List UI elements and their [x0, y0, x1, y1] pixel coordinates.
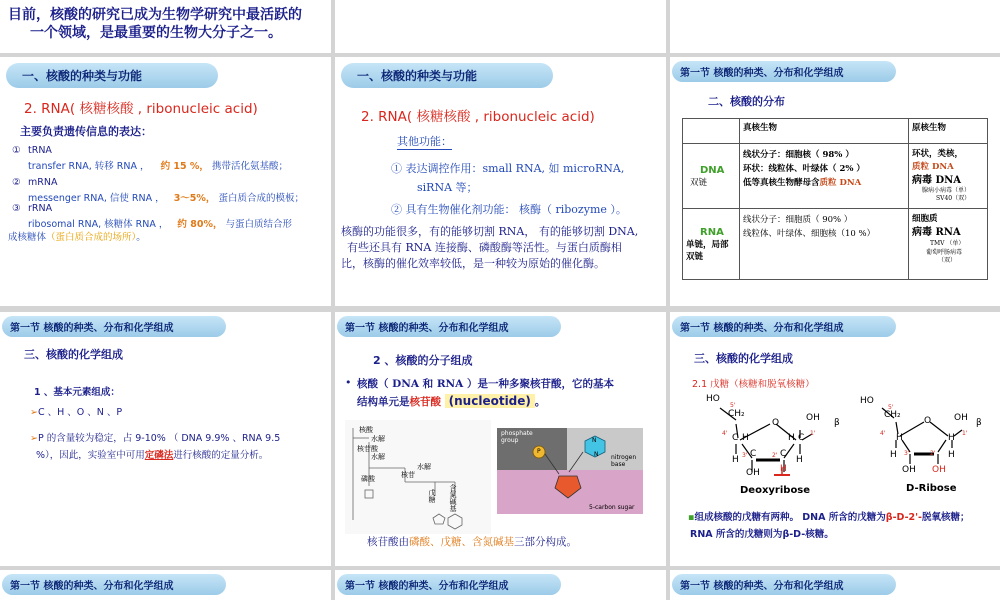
caption-b: 磷酸、戊糖、含氮碱基 [409, 536, 514, 548]
dna-eu-line2: 环状：线粒体、叶绿体（ 2% ） [743, 164, 865, 174]
slide-4[interactable] [0, 57, 331, 306]
item-line-1 [28, 158, 288, 172]
bullet-icon: • [345, 376, 352, 389]
slide-11[interactable] [335, 570, 666, 600]
label-n1: N [592, 437, 597, 444]
dna-pro-line2: 质粒 DNA [912, 162, 954, 172]
deoxy-5prime: 5' [730, 402, 736, 409]
item-num-3: ③ [12, 203, 21, 214]
deoxy-h1: H [788, 433, 795, 443]
rna-pro-line3: TMV （单） [930, 240, 965, 247]
section-subtitle: 三、核酸的化学组成 [24, 348, 123, 361]
caption-c: 三部分构成。 [514, 536, 577, 548]
paragraph-line1: 核酶的功能很多，有的能够切割 RNA， 有的能够切割 DNA, [341, 225, 639, 238]
label-n2: N [594, 451, 599, 458]
deoxy-ho: HO [706, 394, 720, 404]
item-num-1: ① [12, 145, 21, 156]
rna-eukaryote-cell [740, 209, 909, 280]
deoxy-o: O [772, 418, 780, 428]
rna-eu-line2: 线粒体、叶绿体、细胞核（10 %） [743, 229, 876, 239]
section-pill: 一、核酸的种类与功能 [341, 63, 553, 88]
section-header-pill: 第一节 核酸的种类、分布和化学组成 [672, 61, 896, 82]
rna-prokaryote-cell [909, 209, 988, 280]
slide-title: 2. RNA( 核糖核酸 , ribonucleic acid) [361, 109, 595, 125]
label-nitrogen-base: nitrogen base [611, 454, 637, 468]
ribose-beta: β [976, 418, 982, 428]
deoxyribose-label: Deoxyribose [740, 485, 811, 496]
other-functions-label: 其他功能： [397, 135, 452, 148]
ribose-label: D-Ribose [906, 483, 957, 494]
slide-2[interactable] [335, 0, 666, 53]
slide-1-text-line1: 目前，核酸的研究已成为生物学研究中最活跃的 [8, 7, 302, 23]
bullet-line-b [357, 394, 545, 409]
slide-10[interactable] [0, 570, 331, 600]
tree-nitrogen-base: 含氮碱基 [449, 484, 457, 512]
row-rna-label [683, 209, 740, 280]
green-bullet-icon: ▪ [688, 512, 695, 523]
label-5-carbon-sugar: 5-carbon sugar [589, 504, 635, 511]
last-line-b: （蛋白质合成的场所） [46, 232, 137, 243]
deoxyribose-structure [700, 394, 830, 492]
ribose-o: O [924, 416, 932, 426]
tree-nucleoside: 核苷 [401, 471, 415, 479]
function-1b: siRNA 等； [417, 181, 478, 194]
col-prokaryote-label: 原核生物 [912, 123, 947, 133]
slide-subtitle: 主要负责遗传信息的表达： [20, 125, 152, 138]
deoxy-c1: C [798, 433, 805, 443]
dna-pro-line5: SV40（双） [936, 195, 971, 202]
deoxy-oh1: OH [806, 413, 820, 423]
bullet-b-end: 。 [534, 396, 546, 408]
item-pct-2: 3～5%， [173, 193, 216, 204]
dna-eu-line1: 线状分子：细胞核（ 98% ） [743, 150, 854, 160]
deoxy-ch2: CH₂ [728, 409, 745, 419]
tree-hydrolysis-3: 水解 [417, 463, 431, 471]
label-p: P [537, 448, 541, 455]
section-header-pill: 第一节 核酸的种类、分布和化学组成 [337, 574, 561, 595]
item-desc-2: messenger RNA, 信使 RNA ， [28, 193, 165, 204]
heading-elements: 1 、基本元素组成： [34, 387, 120, 398]
tree-phosphate: 磷酸 [361, 475, 375, 483]
dna-pro-line3: 病毒 DNA [912, 175, 962, 186]
ribose-h1: H [948, 433, 955, 443]
rna-sublabel1: 单链，局部 [686, 239, 729, 250]
item-func-3: 与蛋白质结合形 [225, 219, 293, 230]
bullet-b-english: (nucleotide) [445, 394, 535, 408]
ribose-h4b: H [890, 450, 897, 460]
dna-label: DNA [700, 164, 725, 176]
deoxy-beta: β [834, 418, 840, 428]
phosphorus-text-b1: %），因此，实验室中可用 [36, 450, 145, 461]
slide-9[interactable] [670, 312, 1000, 566]
item-line-4 [8, 229, 146, 243]
section-header-pill: 第一节 核酸的种类、分布和化学组成 [672, 316, 896, 337]
elements-text: C 、H 、O 、N 、P [37, 407, 123, 418]
item-desc-3: ribosomal RNA, 核糖体 RNA ， [28, 219, 169, 230]
ribose-h1b: H [948, 450, 955, 460]
summary-2a: RNA 所含的戊糖则为 [690, 529, 783, 540]
section-pill: 一、核酸的种类与功能 [6, 63, 218, 88]
item-line-3 [28, 216, 292, 230]
pentose-heading: 2.1 戊糖（核糖和脱氧核糖） [692, 379, 815, 390]
bullet-b-nucleotide: 核苷酸 [409, 396, 441, 408]
section-subtitle: 2 、核酸的分子组成 [373, 354, 473, 367]
tree-root: 核酸 [359, 426, 373, 434]
rna-pro-line4: 葡萄呼肠病毒 [926, 249, 963, 256]
item-func-2: 蛋白质合成的模板； [218, 193, 304, 204]
slide-12[interactable] [670, 570, 1000, 600]
ribose-oh2: OH [932, 465, 946, 475]
item-line-2 [28, 190, 304, 204]
deoxy-c4: C [732, 433, 739, 443]
deoxy-3prime: 3' [742, 452, 748, 459]
rna-label: RNA [700, 226, 724, 238]
dna-sublabel: 双链 [690, 177, 708, 188]
slide-1[interactable] [0, 0, 331, 53]
function-1a: ① 表达调控作用：small RNA, 如 microRNA, [391, 162, 625, 175]
row-dna-label [683, 144, 740, 209]
slide-title: 2. RNA( 核糖核酸 , ribonucleic acid) [24, 101, 258, 117]
rna-sublabel2: 双链 [686, 251, 704, 262]
ribose-oh3: OH [902, 465, 916, 475]
slide-1-text-line2: 一个领域，是最重要的生物大分子之一。 [30, 25, 282, 41]
ribose-3prime: 3' [904, 450, 910, 457]
section-header-pill: 第一节 核酸的种类、分布和化学组成 [2, 316, 226, 337]
summary-2b: β-D- [782, 529, 806, 540]
paragraph-line3: 比，核酶的催化效率较低，是一种较为原始的催化酶。 [341, 257, 605, 270]
summary-line2 [690, 526, 834, 540]
table-row-dna [683, 144, 988, 209]
section-subtitle: 三、核酸的化学组成 [694, 352, 793, 365]
item-name-3: rRNA [28, 203, 53, 214]
ribose-5prime: 5' [888, 404, 894, 411]
section-subtitle: 二、核酸的分布 [708, 95, 785, 108]
col-eukaryote-label: 真核生物 [743, 123, 778, 133]
dna-eu-line3 [743, 176, 905, 190]
summary-line1 [688, 509, 970, 523]
dna-pro-line1: 环状，类核， [912, 149, 964, 159]
ribose-structure [866, 394, 976, 482]
bullet-line-a: 核酸（ DNA 和 RNA ）是一种多聚核苷酸，它的基本 [357, 378, 614, 390]
deoxy-oh3: OH [746, 468, 760, 478]
table-header-row [683, 119, 988, 144]
phosphorus-line-b [36, 447, 268, 461]
dna-prokaryote-cell [909, 144, 988, 209]
phosphorus-text-b2: 定磷法 [144, 450, 174, 461]
deoxy-h2: H [780, 464, 787, 474]
paragraph-line2: 有些还具有 RNA 连接酶、磷酸酶等活性。与蛋白质酶相 [347, 241, 622, 254]
section-header-pill: 第一节 核酸的种类、分布和化学组成 [2, 574, 226, 595]
rna-eu-line1: 线状分子：细胞质（ 90% ） [743, 215, 853, 225]
slide-5[interactable] [335, 57, 666, 306]
dna-eu-line3a: 低等真核生物酵母含 [743, 178, 820, 188]
elements-line [30, 404, 122, 418]
slide-8[interactable] [335, 312, 666, 566]
tree-hydrolysis-1: 水解 [371, 435, 385, 443]
item-name-2: mRNA [28, 177, 58, 188]
caption-a: 核苷酸由 [367, 536, 409, 548]
item-pct-1: 约 15 %， [160, 161, 209, 172]
label-phosphate-group: phosphate group [501, 430, 533, 444]
ribose-4prime: 4' [880, 430, 886, 437]
deoxy-1prime: 1' [810, 430, 816, 437]
phosphorus-line-a [30, 430, 280, 444]
ribose-1prime: 1' [962, 430, 968, 437]
summary-1a: 组成核酸的戊糖有两种。 DNA 所含的戊糖为 [694, 512, 886, 523]
deoxy-h1b: H [796, 455, 803, 465]
last-line-a: 成核糖体 [8, 232, 47, 243]
table-row-rna [683, 209, 988, 280]
item-desc-1: transfer RNA, 转移 RNA ， [28, 161, 150, 172]
distribution-table [682, 118, 988, 280]
dna-eu-line3b: 质粒 DNA [819, 178, 862, 188]
rna-pro-line2: 病毒 RNA [912, 227, 961, 238]
deoxy-c3: C [750, 449, 757, 459]
tree-nucleotide: 核苷酸 [357, 445, 378, 453]
summary-1c: 脱氧核糖； [921, 512, 970, 523]
section-header-pill: 第一节 核酸的种类、分布和化学组成 [337, 316, 561, 337]
summary-2c: 核糖。 [805, 529, 834, 540]
phosphorus-text-a: P 的含量较为稳定，占 9-10% （ DNA 9.9% 、RNA 9.5 [37, 433, 281, 444]
col-prokaryote [909, 119, 988, 144]
rna-pro-line1: 细胞质 [912, 214, 938, 224]
slide-6[interactable] [670, 57, 1000, 306]
arrow-bullet-icon: ➢ [30, 433, 38, 444]
ribose-h4: H [896, 433, 903, 443]
ribose-ho: HO [860, 396, 874, 406]
ribose-2prime: 2' [930, 450, 936, 457]
slide-3[interactable] [670, 0, 1000, 53]
deoxy-h4b: H [732, 455, 739, 465]
tree-pentose: 戊糖 [428, 489, 436, 503]
dna-eukaryote-cell [740, 144, 909, 209]
summary-1b: β-D-2'- [885, 512, 922, 523]
deoxy-2prime: 2' [772, 452, 778, 459]
phosphorus-text-b3: 进行核酸的定量分析。 [173, 450, 269, 461]
caption [367, 534, 577, 549]
ribose-oh1: OH [954, 413, 968, 423]
bullet-b-text: 结构单元是 [357, 396, 410, 408]
slide-7[interactable] [0, 312, 331, 566]
arrow-bullet-icon: ➢ [30, 407, 38, 418]
dna-pro-line4: 腺病小病毒（单） [922, 187, 971, 194]
ribose-ch2: CH₂ [884, 410, 901, 420]
last-line-c: 。 [136, 232, 146, 243]
deoxy-c2: C [780, 449, 787, 459]
item-func-1: 携带活化氨基酸； [211, 161, 288, 172]
item-pct-3: 约 80%， [177, 219, 223, 230]
table-corner-cell [683, 119, 740, 144]
item-num-2: ② [12, 177, 21, 188]
col-eukaryote [740, 119, 909, 144]
tree-hydrolysis-2: 水解 [371, 453, 385, 461]
function-2: ② 具有生物催化剂功能： 核酶（ ribozyme ）。 [391, 203, 627, 216]
section-header-pill: 第一节 核酸的种类、分布和化学组成 [672, 574, 896, 595]
rna-pro-line5: （双） [938, 257, 957, 264]
deoxy-4prime: 4' [722, 430, 728, 437]
deoxy-h4: H [742, 433, 749, 443]
item-name-1: tRNA [28, 145, 52, 156]
